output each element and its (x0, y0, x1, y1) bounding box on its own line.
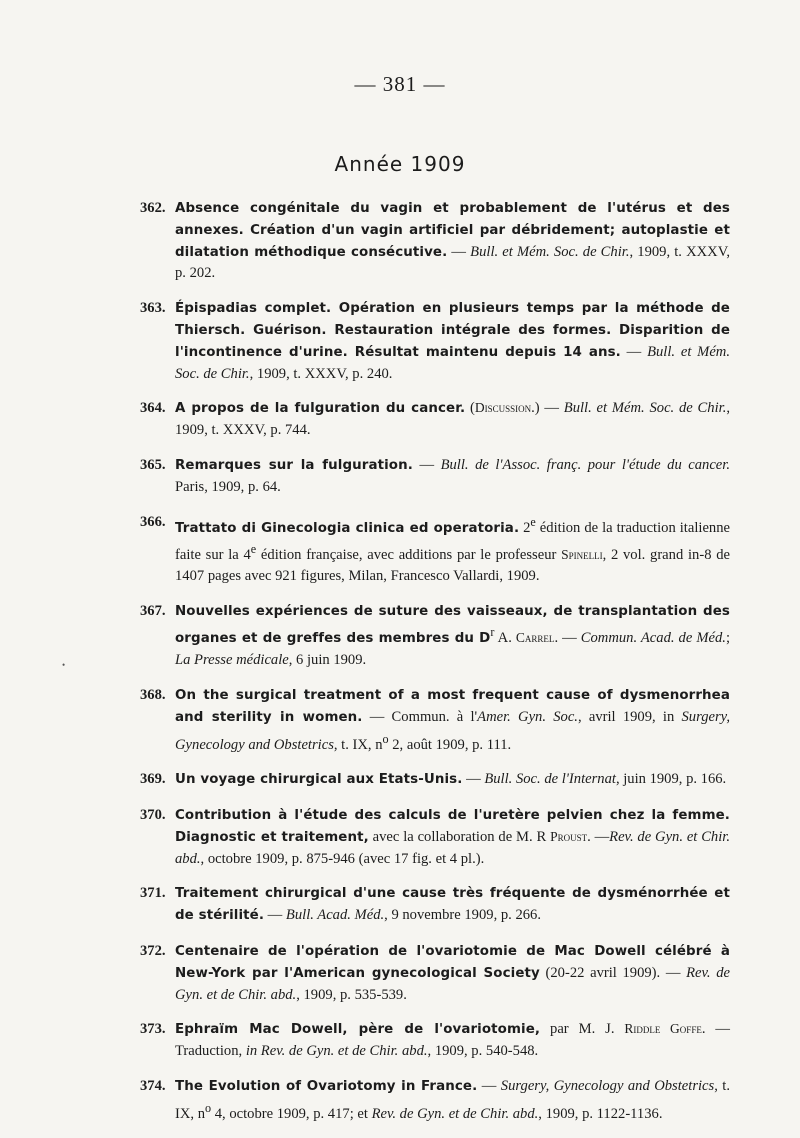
journal: Bull. et Mém. Soc. de Chir. (563, 400, 727, 417)
entry-number: 367. (140, 602, 166, 619)
entry-number: 370. (140, 806, 166, 823)
entry-number: 369. (140, 771, 166, 788)
small-caps-text: Spinelli (561, 547, 603, 563)
entry-title: A propos de la fulguration du cancer. (175, 401, 466, 417)
entry-title: Ephraïm Mac Dowell, père de l'ovariotomie, (175, 1022, 541, 1038)
entry-368 (140, 685, 730, 755)
entry-title: Trattato di Ginecologia clinica ed operatoria. (175, 520, 520, 536)
entry-text: Un voyage chirurgical aux Etats-Unis. — Bull. Soc. de l'Internat, juin 1909, p. 166. (175, 771, 727, 788)
entry-text: Épispadias complet. Opération en plusieurs temps par la méthode de Thiersch. Guérison. Restauration intégrale des formes. Disparition de l'incontinence d'urine. Résultat maintenu depuis 14 ans. — Bull. et Mém. Soc. de Chir., 1909, t. XXXV, p. 240. (175, 301, 730, 382)
entry-number: 374. (140, 1077, 166, 1094)
entry-title: Centenaire de l'opération de l'ovariotomie de Mac Dowell célébré à New-York par l'American gynecological Society (175, 943, 730, 981)
entry-title: Traitement chirurgical d'une cause très fréquente de dysménorrhée et de stérilité. (175, 886, 730, 924)
journal: Rev. de Gyn. et de Chir. abd. (175, 964, 731, 1003)
journal: La Presse médicale (175, 652, 289, 669)
entry-text: Nouvelles expériences de suture des vaisseaux, de transplantation des organes et de greffes des membres du $D^r$ A. Carrel. — Commun. Acad. de Méd.; La Presse médicale, 6 juin 1909. (175, 603, 731, 669)
journal: Rev. de Gyn. et de Chir. abd. (371, 1105, 539, 1122)
journal: Bull. Soc. de l'Internat (484, 771, 616, 788)
entry-364 (140, 398, 730, 441)
journal: in Rev. de Gyn. et de Chir. abd. (245, 1043, 428, 1060)
entry-text: On the surgical treatment of a most frequent cause of dysmenorrhea and sterility in women. — Commun. à l'Amer. Gyn. Soc., avril 1909, in Surgery, Gynecology and Obstetrics, t. IX, $n^o$ 2, août 1909, p. 111. (175, 687, 730, 753)
journal: Bull. Acad. Méd. (285, 907, 385, 924)
entry-369 (140, 769, 730, 791)
entry-number: 362. (140, 200, 166, 216)
entry-number: 363. (140, 300, 166, 317)
journal: Bull. de l'Assoc. franç. pour l'étude du cancer. (440, 456, 730, 473)
entry-title: The Evolution of Ovariotomy in France. (175, 1078, 478, 1094)
entry-363 (140, 298, 730, 384)
entry-text: Remarques sur la fulguration. — Bull. de l'Assoc. franç. pour l'étude du cancer. Paris, 1909, p. 64. (175, 456, 730, 495)
journal: Amer. Gyn. Soc. (477, 708, 578, 725)
entry-367 (140, 601, 730, 671)
entry-374 (140, 1076, 730, 1124)
entry-title: Remarques sur la fulguration. (175, 457, 413, 473)
entry-title: Nouvelles expériences de suture des vaisseaux, de transplantation des organes et de greffes des membres du D (175, 603, 730, 647)
journal: Surgery, Gynecology and Obstetrics (500, 1077, 715, 1094)
small-caps-text: Riddle Goffe (624, 1021, 702, 1037)
entry-number: 368. (140, 686, 166, 703)
entry-number: 372. (140, 942, 166, 959)
entry-title: On the surgical treatment of a most frequent cause of dysmenorrhea and sterility in women. (175, 687, 730, 725)
entry-text: Centenaire de l'opération de l'ovariotomie de Mac Dowell célébré à New-York par l'American gynecological Society (20-22 avril 1909). — Rev. de Gyn. et de Chir. abd., 1909, p. 535-539. (175, 943, 731, 1003)
journal: Commun. Acad. de Méd. (580, 630, 726, 647)
entry-title: Absence congénitale du vagin et probablement de l'utérus et des annexes. Création d'un vagin artificiel par débridement; autoplastie et dilatation méthodique consécutive. (175, 201, 730, 260)
journal: Bull. et Mém. Soc. de Chir. (470, 243, 630, 260)
small-caps-text: Proust (550, 828, 588, 844)
page-number: — 381 — (354, 72, 446, 96)
entry-text: Trattato di Ginecologia clinica ed operatoria. 2e édition de la traduction italienne faite sur la 4e édition française, avec additions par le professeur Spinelli, 2 vol. grand in-8 de 1407 pages avec 921 figures, Milan, Francesco Vallardi, 1909. (175, 514, 731, 584)
entry-362 (140, 198, 730, 284)
entry-365 (140, 455, 730, 498)
bibliography-list (140, 198, 730, 1138)
entry-number: 365. (140, 456, 166, 473)
entry-number: 366. (140, 513, 166, 530)
entry-373 (140, 1019, 730, 1062)
journal: Surgery, Gynecology and Obstetrics (175, 708, 730, 753)
entry-number: 373. (140, 1021, 166, 1038)
entry-title: Épispadias complet. Opération en plusieurs temps par la méthode de Thiersch. Guérison. Restauration intégrale des formes. Disparition de l'incontinence d'urine. Résultat maintenu depuis 14 ans. (175, 301, 730, 360)
entry-number: 371. (140, 885, 166, 902)
journal: Rev. de Gyn. et Chir. abd. (175, 828, 730, 867)
entry-title: Contribution à l'étude des calculs de l'uretère pelvien chez la femme. Diagnostic et traitement, (175, 807, 730, 845)
entry-number: 364. (140, 400, 166, 417)
entry-370 (140, 805, 730, 869)
small-caps-text: Carrel (515, 630, 555, 646)
year-heading: Année 1909 (334, 152, 466, 176)
entry-text: Ephraïm Mac Dowell, père de l'ovariotomie, par M. J. Riddle Goffe. — Traduction, in Rev. de Gyn. et de Chir. abd., 1909, p. 540-548. (175, 1021, 731, 1060)
entry-text: Absence congénitale du vagin et probablement de l'utérus et des annexes. Création d'un vagin artificiel par débridement; autoplastie et dilatation méthodique consécutive. — Bull. et Mém. Soc. de Chir., 1909, t. XXXV, p. 202. (175, 201, 731, 282)
entry-372 (140, 941, 730, 1005)
small-caps-text: Discussion (474, 400, 532, 416)
entry-371 (140, 883, 730, 927)
entry-text: A propos de la fulguration du cancer. (Discussion.) — Bull. et Mém. Soc. de Chir., 1909, t. XXXV, p. 744. (175, 400, 730, 439)
entry-title: Un voyage chirurgical aux Etats-Unis. (175, 772, 463, 788)
stray-mark: • (62, 660, 66, 670)
entry-366 (140, 512, 730, 587)
journal: Bull. et Mém. Soc. de Chir. (175, 343, 730, 382)
entry-text: The Evolution of Ovariotomy in France. — Surgery, Gynecology and Obstetrics, t. IX, $n^o$ 4, octobre 1909, p. 417; et Rev. de Gyn. et de Chir. abd., 1909, p. 1122-1136. (175, 1077, 731, 1122)
entry-text: Contribution à l'étude des calculs de l'uretère pelvien chez la femme. Diagnostic et traitement, avec la collaboration de M. R Proust. —Rev. de Gyn. et Chir. abd., octobre 1909, p. 875-946 (avec 17 fig. et 4 pl.). (175, 807, 730, 867)
entry-text: Traitement chirurgical d'une cause très fréquente de dysménorrhée et de stérilité. — Bull. Acad. Méd., 9 novembre 1909, p. 266. (175, 886, 730, 924)
